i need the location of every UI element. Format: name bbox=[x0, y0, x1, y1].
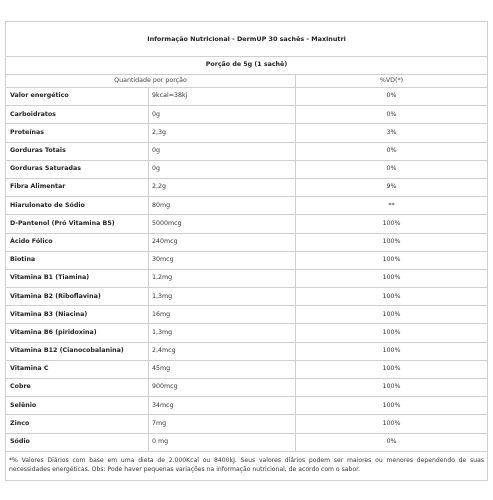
nutrient-name: Vitamina B1 (Tiamina) bbox=[6, 269, 149, 287]
table-row bbox=[6, 197, 488, 215]
nutrient-name: Vitamina B2 (Riboflavina) bbox=[6, 288, 149, 306]
nutrient-daily-value: ** bbox=[296, 197, 488, 215]
nutrient-quantity: 0g bbox=[149, 160, 296, 178]
table-row bbox=[6, 124, 488, 142]
nutrient-name: Carboidratos bbox=[6, 106, 149, 124]
nutrient-quantity: 0g bbox=[149, 142, 296, 160]
nutrient-name: Ácido Fólico bbox=[6, 233, 149, 251]
table-row bbox=[6, 178, 488, 196]
nutrient-quantity: 1,3mg bbox=[149, 324, 296, 342]
table-row bbox=[6, 288, 488, 306]
nutrient-quantity: 900mcg bbox=[149, 379, 296, 397]
nutrient-daily-value: 100% bbox=[296, 342, 488, 360]
nutrient-daily-value: 100% bbox=[296, 288, 488, 306]
table-row bbox=[6, 106, 488, 124]
nutrient-daily-value: 100% bbox=[296, 233, 488, 251]
table-row bbox=[6, 397, 488, 415]
header-row bbox=[6, 75, 488, 88]
portion-size: Porção de 5g (1 sachê) bbox=[6, 57, 488, 75]
nutrient-quantity: 2,3g bbox=[149, 124, 296, 142]
nutrient-quantity: 45mg bbox=[149, 360, 296, 378]
nutrient-daily-value: 100% bbox=[296, 415, 488, 433]
nutrient-quantity: 5000mcg bbox=[149, 215, 296, 233]
nutrient-name: D-Pantenol (Pró Vitamina B5) bbox=[6, 215, 149, 233]
nutrient-daily-value: 100% bbox=[296, 379, 488, 397]
nutrient-quantity: 9kcal=38kj bbox=[149, 88, 296, 106]
nutrient-daily-value: 100% bbox=[296, 360, 488, 378]
table-row bbox=[6, 88, 488, 106]
nutrient-quantity: 2,2g bbox=[149, 178, 296, 196]
nutrient-daily-value: 100% bbox=[296, 324, 488, 342]
nutrient-quantity: 240mcg bbox=[149, 233, 296, 251]
nutrient-name: Vitamina B6 (piridoxina) bbox=[6, 324, 149, 342]
nutrient-quantity: 34mcg bbox=[149, 397, 296, 415]
nutrient-daily-value: 100% bbox=[296, 251, 488, 269]
nutrient-quantity: 30mcg bbox=[149, 251, 296, 269]
table-row bbox=[6, 251, 488, 269]
table-row bbox=[6, 215, 488, 233]
nutrient-name: Sódio bbox=[6, 433, 149, 451]
nutrient-name: Gorduras Saturadas bbox=[6, 160, 149, 178]
header-vd: %VD(*) bbox=[296, 75, 488, 88]
table-row bbox=[6, 433, 488, 451]
nutrient-name: Fibra Alimentar bbox=[6, 178, 149, 196]
nutrient-name: Vitamina B3 (Niacina) bbox=[6, 306, 149, 324]
footnote: *% Valores Diários com base em uma dieta de 2.000Kcal ou 8400kJ. Seus valores diários podem ser maiores ou menores dependendo de suas necessidades energéticas. Obs: Pode haver pequenas variações na informação nutricional, de acordo com o sabor. bbox=[6, 451, 488, 480]
nutrient-quantity: 0g bbox=[149, 106, 296, 124]
nutrient-name: Valor energético bbox=[6, 88, 149, 106]
header-qty: Quantidade por porção bbox=[6, 75, 296, 88]
nutrient-quantity: 2,4mcg bbox=[149, 342, 296, 360]
table-row bbox=[6, 360, 488, 378]
table-row bbox=[6, 160, 488, 178]
nutrient-quantity: 1,2mg bbox=[149, 269, 296, 287]
table-row bbox=[6, 379, 488, 397]
nutrient-name: Gorduras Totais bbox=[6, 142, 149, 160]
nutrient-daily-value: 100% bbox=[296, 269, 488, 287]
portion-row bbox=[6, 57, 488, 75]
table-row bbox=[6, 269, 488, 287]
nutrient-name: Vitamina C bbox=[6, 360, 149, 378]
table-row bbox=[6, 324, 488, 342]
nutrition-table bbox=[5, 21, 488, 481]
nutrient-daily-value: 0% bbox=[296, 433, 488, 451]
nutrient-name: Vitamina B12 (Cianocobalanina) bbox=[6, 342, 149, 360]
table-title: Informação Nutricional - DermUP 30 sachês - Maxinutri bbox=[6, 22, 488, 57]
nutrient-daily-value: 100% bbox=[296, 215, 488, 233]
footnote-row bbox=[6, 451, 488, 480]
nutrient-name: Hiarulonato de Sódio bbox=[6, 197, 149, 215]
table-row bbox=[6, 342, 488, 360]
nutrient-daily-value: 0% bbox=[296, 160, 488, 178]
table-row bbox=[6, 415, 488, 433]
nutrient-name: Zinco bbox=[6, 415, 149, 433]
nutrient-quantity: 16mg bbox=[149, 306, 296, 324]
table-row bbox=[6, 142, 488, 160]
nutrient-daily-value: 100% bbox=[296, 306, 488, 324]
nutrient-quantity: 7mg bbox=[149, 415, 296, 433]
nutrient-daily-value: 0% bbox=[296, 88, 488, 106]
nutrition-facts-panel bbox=[5, 21, 487, 481]
nutrient-daily-value: 100% bbox=[296, 397, 488, 415]
nutrient-name: Biotina bbox=[6, 251, 149, 269]
nutrient-name: Proteínas bbox=[6, 124, 149, 142]
nutrient-quantity: 1,3mg bbox=[149, 288, 296, 306]
table-row bbox=[6, 306, 488, 324]
nutrient-quantity: 0 mg bbox=[149, 433, 296, 451]
nutrient-daily-value: 0% bbox=[296, 142, 488, 160]
table-row bbox=[6, 233, 488, 251]
nutrient-quantity: 80mg bbox=[149, 197, 296, 215]
nutrient-name: Selênio bbox=[6, 397, 149, 415]
title-row bbox=[6, 22, 488, 57]
nutrient-daily-value: 9% bbox=[296, 178, 488, 196]
nutrient-name: Cobre bbox=[6, 379, 149, 397]
nutrient-daily-value: 3% bbox=[296, 124, 488, 142]
nutrient-daily-value: 0% bbox=[296, 106, 488, 124]
